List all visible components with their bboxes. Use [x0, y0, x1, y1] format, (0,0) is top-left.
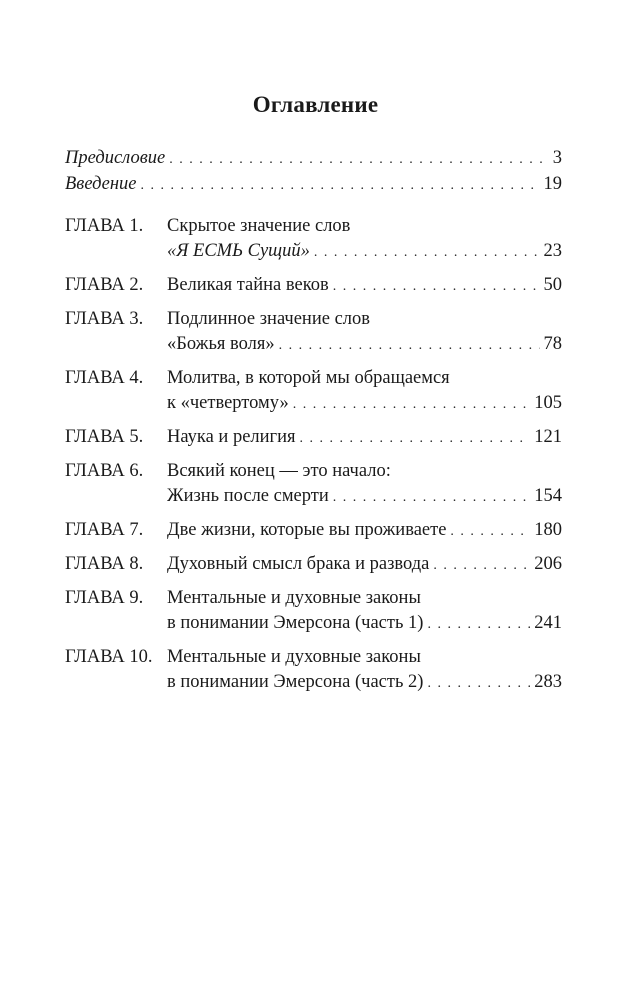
toc-page-number: 50	[543, 275, 562, 295]
toc-entry-chapter-1[interactable]	[65, 214, 562, 265]
toc-page-number: 121	[534, 427, 562, 447]
chapter-title-line: Скрытое значение слов	[167, 216, 351, 236]
toc-entry-introduction[interactable]	[65, 172, 562, 198]
dot-leader	[433, 553, 530, 578]
toc-entry-chapter-3[interactable]	[65, 307, 562, 358]
chapter-title-line: в понимании Эмерсона (часть 1)	[167, 613, 424, 633]
chapter-title-line: Жизнь после смерти	[167, 486, 329, 506]
dot-leader	[279, 333, 540, 358]
dot-leader	[141, 173, 540, 198]
toc-page-number: 105	[534, 393, 562, 413]
chapter-number: ГЛАВА 5.	[65, 427, 144, 447]
dot-leader	[450, 519, 530, 544]
chapter-number: ГЛАВА 1.	[65, 216, 144, 236]
toc-page-number: 283	[534, 672, 562, 692]
toc-entry-chapter-10[interactable]	[65, 645, 562, 696]
chapter-title-line: Подлинное значение слов	[167, 309, 370, 329]
chapter-number: ГЛАВА 2.	[65, 275, 144, 295]
toc-entry-preface[interactable]	[65, 146, 562, 172]
chapter-title-line: «Я ЕСМЬ Сущий»	[167, 241, 310, 261]
dot-leader	[333, 485, 530, 510]
toc-entry-label: Предисловие	[65, 148, 166, 168]
table-of-contents	[65, 146, 562, 696]
toc-entry-chapter-7[interactable]	[65, 518, 562, 544]
toc-page-number: 3	[552, 148, 562, 168]
chapter-number: ГЛАВА 7.	[65, 520, 144, 540]
chapter-title-line: Духовный смысл брака и развода	[167, 554, 430, 574]
chapter-number: ГЛАВА 8.	[65, 554, 144, 574]
chapter-title-line: Всякий конец — это начало:	[167, 461, 391, 481]
chapter-title-line: Две жизни, которые вы проживаете	[167, 520, 447, 540]
chapter-number: ГЛАВА 4.	[65, 368, 144, 388]
dot-leader	[427, 612, 530, 637]
toc-entry-chapter-9[interactable]	[65, 586, 562, 637]
chapter-title-line: Великая тайна веков	[167, 275, 329, 295]
dot-leader	[300, 426, 531, 451]
chapter-number: ГЛАВА 6.	[65, 461, 144, 481]
dot-leader	[293, 392, 531, 417]
toc-entry-chapter-4[interactable]	[65, 366, 562, 417]
dot-leader	[333, 274, 540, 299]
toc-page-number: 19	[543, 174, 562, 194]
chapter-title-line: Наука и религия	[167, 427, 296, 447]
chapter-number: ГЛАВА 3.	[65, 309, 144, 329]
toc-entry-label: Введение	[65, 174, 137, 194]
dot-leader	[314, 240, 540, 265]
toc-page-number: 206	[534, 554, 562, 574]
toc-page-number: 78	[543, 334, 562, 354]
dot-leader	[427, 671, 530, 696]
chapter-title-line: «Божья воля»	[167, 334, 275, 354]
toc-title: Оглавление	[252, 92, 379, 117]
toc-page-number: 241	[534, 613, 562, 633]
chapter-title-line: Молитва, в которой мы обращаемся	[167, 368, 450, 388]
toc-entry-chapter-6[interactable]	[65, 459, 562, 510]
toc-entry-chapter-2[interactable]	[65, 273, 562, 299]
chapter-title-line: Ментальные и духовные законы	[167, 588, 421, 608]
toc-page-number: 23	[543, 241, 562, 261]
chapter-title-line: Ментальные и духовные законы	[167, 647, 421, 667]
chapter-title-line: в понимании Эмерсона (часть 2)	[167, 672, 424, 692]
toc-entry-chapter-5[interactable]	[65, 425, 562, 451]
chapter-number: ГЛАВА 10.	[65, 647, 153, 667]
chapter-title-line: к «четвертому»	[167, 393, 289, 413]
chapter-number: ГЛАВА 9.	[65, 588, 144, 608]
toc-page-number: 180	[534, 520, 562, 540]
toc-entry-chapter-8[interactable]	[65, 552, 562, 578]
dot-leader	[169, 147, 549, 172]
toc-page-number: 154	[534, 486, 562, 506]
